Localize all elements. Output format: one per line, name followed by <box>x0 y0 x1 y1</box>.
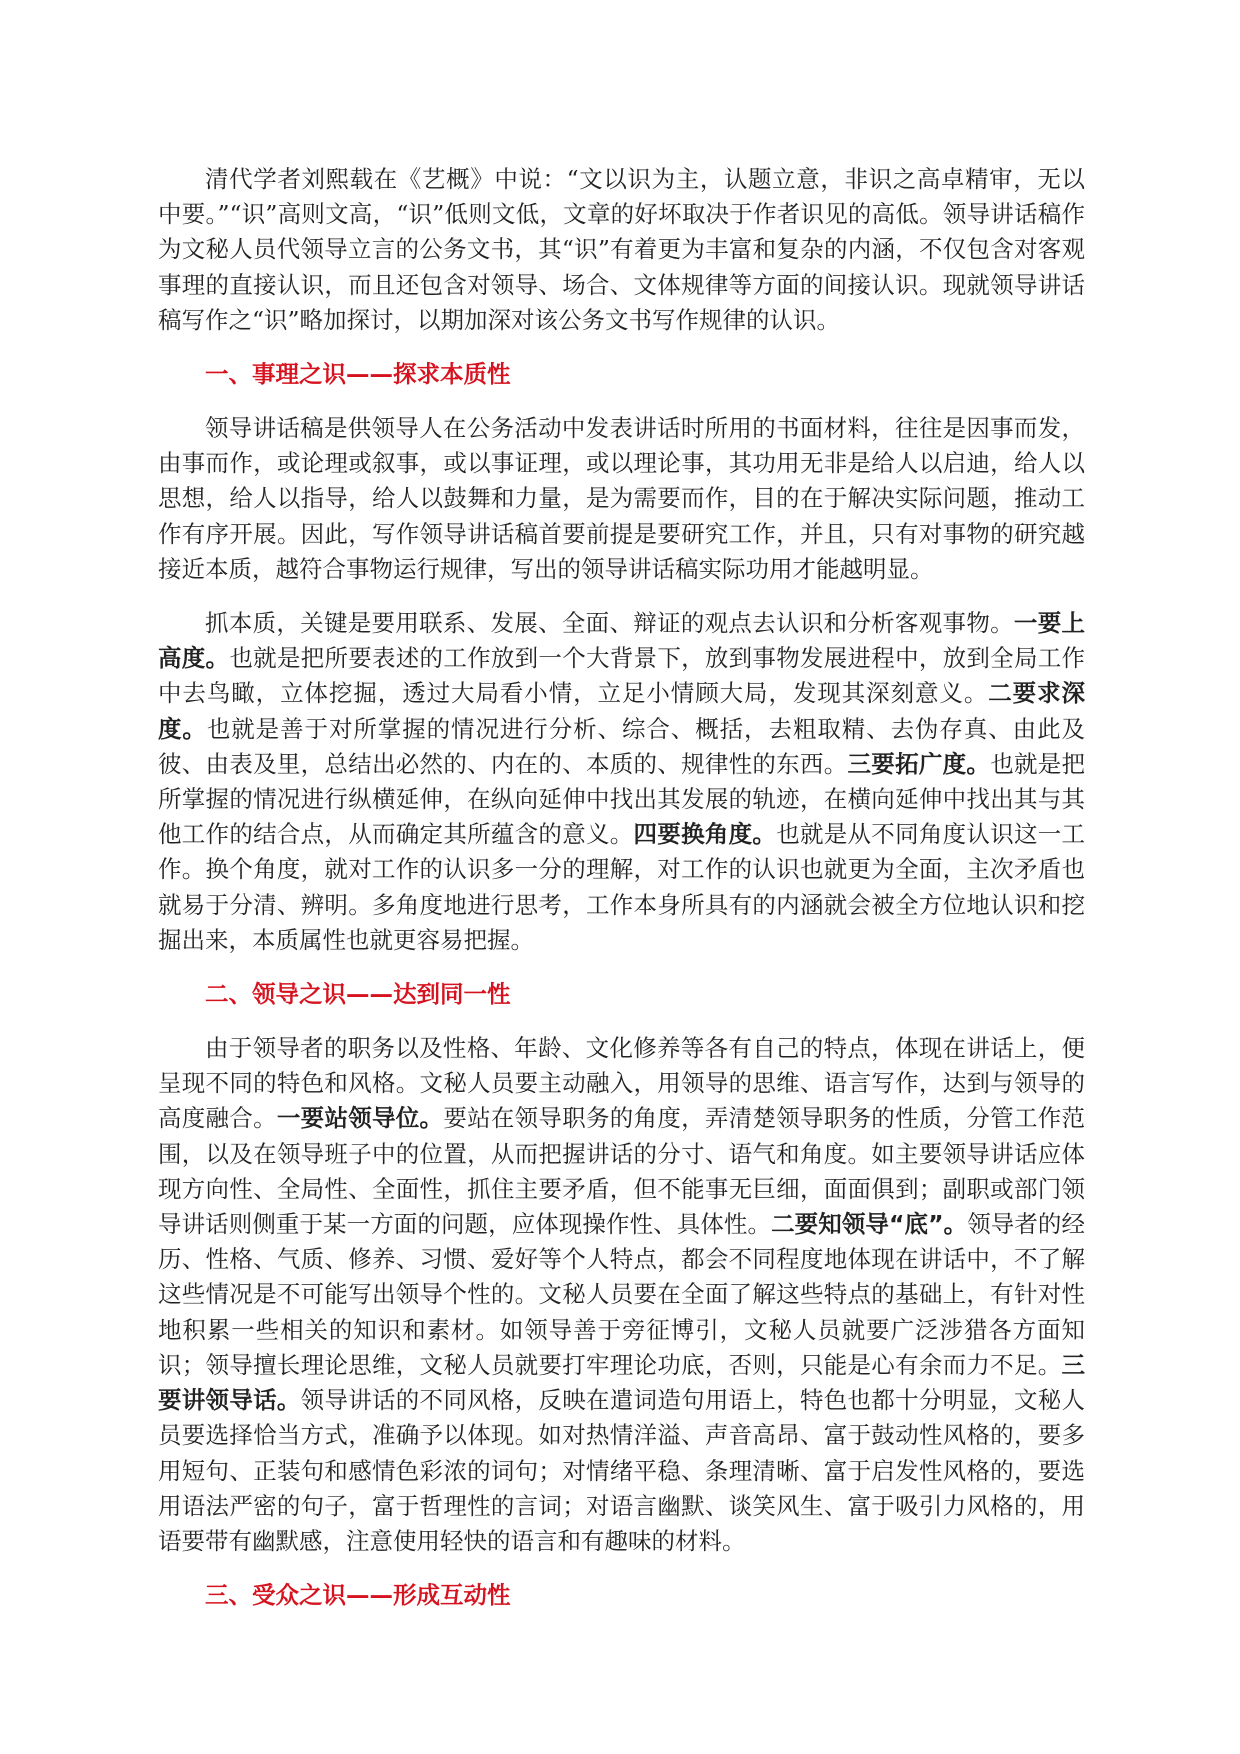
point-label: 三要拓广度。 <box>847 749 991 778</box>
section1-paragraph-1: 领导讲话稿是供领导人在公务活动中发表讲话时所用的书面材料，往往是因事而发，由事而作，或论理或叙事，或以事证理，或以理论事，其功用无非是给人以启迪，给人以思想，给人以指导，给人以鼓舞和力量，是为需要而作，目的在于解决实际问题，推动工作有序开展。因此，写作领导讲话稿首要前提是要研究工作，并且，只有对事物的研究越接近本质，越符合事物运行规律，写出的领导讲话稿实际功用才能越明显。 <box>158 414 1085 583</box>
paragraph-text: 也就是把所要表述的工作放到一个大背景下，放到事物发展进程中，放到全局工作中去鸟瞰，立体挖掘，透过大局看小情，立足小情顾大局，发现其深刻意义。 <box>158 644 1086 708</box>
section-heading-2: 二、领导之识——达到同一性 <box>205 980 511 1009</box>
section-heading-3: 三、受众之识——形成互动性 <box>205 1581 511 1610</box>
point-label: 四要换角度。 <box>633 820 777 849</box>
paragraph-text: 也就是善于对所掌握的情况进行分析、综合、概括，去粗取精、去伪存真、由此及彼、由表及里，总结出必然的、内在的、本质的、规律性的东西。 <box>158 714 1086 778</box>
point-label: 二要知领导“底”。 <box>771 1210 968 1239</box>
point-label: 二要求深度。 <box>158 679 1086 743</box>
point-label: 一要上高度。 <box>158 609 1086 673</box>
intro-paragraph: 清代学者刘熙载在《艺概》中说：“文以识为主，认题立意，非识之高卓精审，无以中要。”“识”高则文高，“识”低则文低，文章的好坏取决于作者识见的高低。领导讲话稿作为文秘人员代领导立言的公务文书，其“识”有着更为丰富和复杂的内涵，不仅包含对客观事理的直接认识，而且还包含对领导、场合、文体规律等方面的间接认识。现就领导讲话稿写作之“识”略加探讨，以期加深对该公务文书写作规律的认识。 <box>158 165 1085 334</box>
paragraph-text: 领导讲话的不同风格，反映在遣词造句用语上，特色也都十分明显，文秘人员要选择恰当方式，准确予以体现。如对热情洋溢、声音高昂、富于鼓动性风格的，要多用短句、正装句和感情色彩浓的词句；对情绪平稳、条理清晰、富于启发性风格的，要选用语法严密的句子，富于哲理性的言词；对语言幽默、谈笑风生、富于吸引力风格的，用语要带有幽默感，注意使用轻快的语言和有趣味的材料。 <box>158 1386 1086 1555</box>
paragraph-text: 抓本质，关键是要用联系、发展、全面、辩证的观点去认识和分析客观事物。 <box>205 609 1014 638</box>
section-heading-1: 一、事理之识——探求本质性 <box>205 360 511 389</box>
paragraph-text: 要站在领导职务的角度，弄清楚领导职务的性质，分管工作范围，以及在领导班子中的位置，从而把握讲话的分寸、语气和角度。如主要领导讲话应体现方向性、全局性、全面性，抓住主要矛盾，但不能事无巨细，面面俱到；副职或部门领导讲话则侧重于某一方面的问题，应体现操作性、具体性。 <box>158 1104 1086 1239</box>
paragraph-text: 领导者的经历、性格、气质、修养、习惯、爱好等个人特点，都会不同程度地体现在讲话中，不了解这些情况是不可能写出领导个性的。文秘人员要在全面了解这些特点的基础上，有针对性地积累一些相关的知识和素材。如领导善于旁征博引，文秘人员就要广泛涉猎各方面知识；领导擅长理论思维，文秘人员就要打牢理论功底，否则，只能是心有余而力不足。 <box>158 1210 1086 1379</box>
paragraph-text: 也就是从不同角度认识这一工作。换个角度，就对工作的认识多一分的理解，对工作的认识也就更为全面，主次矛盾也就易于分清、辨明。多角度地进行思考，工作本身所具有的内涵就会被全方位地认识和挖掘出来，本质属性也就更容易把握。 <box>158 820 1086 954</box>
point-label: 一要站领导位。 <box>276 1104 444 1133</box>
section1-paragraph-2 <box>158 606 1085 958</box>
paragraph-text: 由于领导者的职务以及性格、年龄、文化修养等各有自己的特点，体现在讲话上，便呈现不同的特色和风格。文秘人员要主动融入，用领导的思维、语言写作，达到与领导的高度融合。 <box>158 1034 1085 1133</box>
section2-paragraph-1 <box>158 1031 1085 1559</box>
paragraph-text: 也就是把所掌握的情况进行纵横延伸，在纵向延伸中找出其发展的轨迹，在横向延伸中找出其与其他工作的结合点，从而确定其所蕴含的意义。 <box>158 749 1086 849</box>
point-label: 三要讲领导话。 <box>158 1350 1085 1415</box>
